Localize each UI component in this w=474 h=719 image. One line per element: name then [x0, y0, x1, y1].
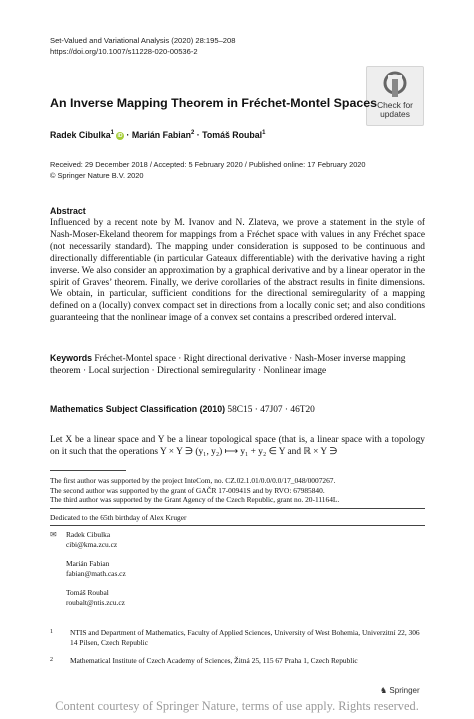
contact-entry	[50, 588, 126, 607]
contact-entry	[50, 530, 126, 549]
publication-history	[50, 160, 366, 181]
author-separator: ·	[196, 130, 200, 140]
keywords-text: Fréchet-Montel space · Right directional derivative · Nash-Moser inverse mapping theorem · Local surjection · Directional semiregularity · Nonlinear image	[50, 354, 406, 376]
funding-note: The first author was supported by the project InteCom, no. CZ.02.1.01/0.0/0.0/17_048/0007267.	[50, 476, 336, 485]
affiliation-1	[50, 628, 425, 652]
paper-title: An Inverse Mapping Theorem in Fréchet-Montel Spaces	[50, 96, 378, 110]
affiliation-text: NTIS and Department of Mathematics, Faculty of Applied Sciences, University of West Bohemia, Univerzitní 22, 306 14 Pilsen, Czech Republic	[70, 628, 420, 647]
orcid-icon[interactable]: iD	[117, 133, 123, 139]
funding-note: The second author was supported by the grant of GAČR 17-00941S and by RVO: 67985840.	[50, 485, 325, 495]
author-list	[50, 130, 265, 140]
crossmark-icon	[382, 71, 408, 99]
affiliation-2	[50, 656, 425, 668]
author-name[interactable]: Tomáš Roubal	[202, 130, 263, 140]
contact-entry	[50, 559, 126, 578]
contact-email[interactable]: roubalt@ntis.zcu.cz	[66, 597, 125, 607]
funding-note: The third author was supported by the Grant Agency of the Czech Republic, grant no. 20-11164L.	[50, 495, 340, 505]
affiliation-number: 2	[50, 657, 53, 663]
publisher-logo	[380, 686, 420, 695]
copyright-line: © Springer Nature B.V. 2020	[50, 170, 144, 180]
msc-codes: 58C15 · 47J07 · 46T20	[227, 405, 315, 415]
funding-notes	[50, 476, 339, 505]
contact-list	[50, 530, 126, 618]
doi-link[interactable]: https://doi.org/10.1007/s11228-020-00536-2	[50, 46, 198, 56]
keywords-heading: Keywords	[50, 353, 93, 363]
publisher-name: Springer	[389, 686, 420, 695]
author-separator: ·	[126, 130, 130, 140]
abstract-text: Influenced by a recent note by M. Ivanov and N. Zlateva, we prove a statement in the style of Nash-Moser-Ekeland theorem for mappings from a Fréchet space with values in any Fréchet space (not necessarily standard). The mapping under consideration is supposed to be continuous and directionally differentiable (in particular Gateaux differentiable) with the derivative having a right inverse. We also consider an approximation by a graphical derivative and by a linear operator in the spirit of Graves’ theorem. Finally, we derive corollaries of the abstract results in finite dimensions. We obtain, in particular, sufficient conditions for the directional semiregularity of a mapping defined on a (locally) convex compact set in directions from a locally conic set; and also conditions guaranteeing that the nonlinear image of a convex set contains a prescribed ordered interval.	[50, 218, 425, 324]
journal-citation: Set-Valued and Variational Analysis (2020) 28:195–208	[50, 36, 236, 45]
author-name[interactable]: Marián Fabian	[131, 130, 191, 140]
author-affil-sup: 2	[190, 130, 195, 137]
received-dates: Received: 29 December 2018 / Accepted: 5 February 2020 / Published online: 17 February 2020	[50, 160, 366, 169]
badge-line1: Check for	[377, 100, 413, 110]
abstract-heading: Abstract	[50, 206, 86, 216]
contact-name: Marián Fabian	[66, 559, 110, 569]
dedication-divider-bottom	[50, 525, 425, 526]
badge-line2: updates	[380, 109, 410, 119]
keywords	[50, 352, 425, 377]
contact-name: Tomáš Roubal	[66, 588, 109, 598]
msc-classification	[50, 404, 315, 415]
courtesy-watermark: Content courtesy of Springer Nature, terms of use apply. Rights reserved.	[55, 699, 419, 713]
affiliation-number: 1	[50, 629, 53, 635]
dedication-divider	[50, 508, 425, 509]
author-affil-sup: 1	[262, 130, 266, 137]
envelope-icon: ✉	[50, 530, 57, 539]
contact-email[interactable]: fabian@math.cas.cz	[66, 568, 126, 578]
msc-heading: Mathematics Subject Classification (2010)	[50, 404, 226, 414]
footnote-divider	[50, 470, 126, 471]
springer-horse-icon: ♞	[380, 686, 388, 695]
journal-header	[50, 36, 235, 57]
author-name[interactable]: Radek Cibulka	[50, 130, 111, 140]
author-affil-sup: 1	[110, 130, 114, 137]
contact-email[interactable]: cibi@kma.zcu.cz	[66, 539, 118, 549]
contact-name: Radek Cibulka	[66, 530, 111, 539]
body-paragraph: Let X be a linear space and Y be a linear topological space (that is, a linear space with a topology on it such that the operations Y × Y ∋ (y₁, y₂) ⟼ y₁ + y₂ ∈ Y and ℝ × Y ∋	[50, 435, 425, 458]
dedication: Dedicated to the 65th birthday of Alex Kruger	[50, 513, 187, 522]
affiliation-text: Mathematical Institute of Czech Academy of Sciences, Žitná 25, 115 67 Praha 1, Czech Republic	[70, 656, 358, 665]
